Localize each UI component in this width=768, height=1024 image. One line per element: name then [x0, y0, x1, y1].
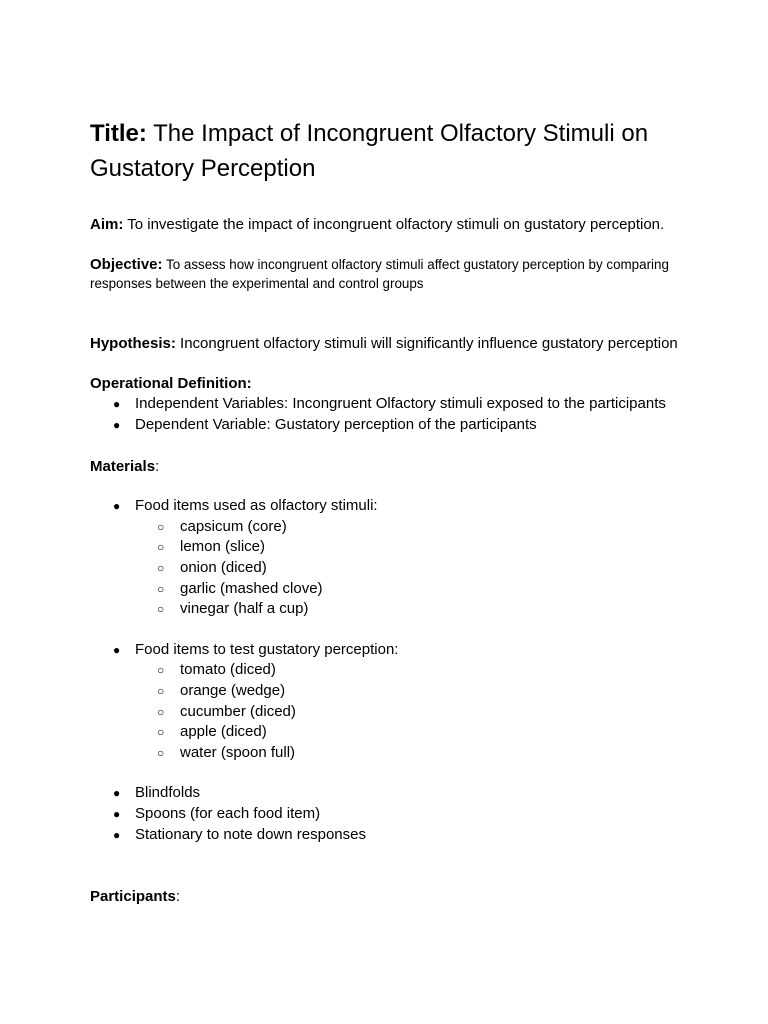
list-item: [90, 415, 690, 436]
participants-label: Participants: [90, 888, 176, 906]
bullet-icon: ●: [113, 499, 121, 514]
materials-heading: [90, 456, 690, 477]
list-item: [90, 804, 690, 825]
bullet-icon: ●: [113, 642, 121, 657]
hypothesis-text: Incongruent olfactory stimuli will significantly influence gustatory perception: [175, 335, 678, 352]
list-item-text: Independent Variables: Incongruent Olfactory stimuli exposed to the participants: [135, 395, 666, 412]
hollow-bullet-icon: ○: [157, 683, 165, 698]
list-item: [135, 681, 690, 702]
bullet-icon: ●: [113, 786, 121, 801]
participants-suffix: :: [175, 888, 181, 906]
title-text: The Impact of Incongruent Olfactory Stimuli on Gustatory Perception: [90, 120, 649, 182]
list-item-text: lemon (slice): [180, 538, 266, 556]
list-item-text: orange (wedge): [180, 681, 286, 699]
list-item-text: water (spoon full): [180, 743, 296, 761]
list-item-text: vinegar (half a cup): [180, 600, 309, 618]
hollow-bullet-icon: ○: [157, 540, 165, 555]
bullet-icon: ●: [113, 397, 121, 411]
materials-label: Materials: [90, 458, 156, 476]
materials-other-list: [90, 783, 690, 845]
hollow-bullet-icon: ○: [157, 602, 165, 617]
objective-text: To assess how incongruent olfactory stimuli affect gustatory perception by comparing responses between the experimental and control groups: [90, 257, 669, 291]
list-item: [90, 496, 690, 620]
list-item: [90, 640, 690, 764]
hollow-bullet-icon: ○: [157, 745, 165, 760]
hollow-bullet-icon: ○: [157, 725, 165, 740]
list-item: [135, 660, 690, 681]
bullet-icon: ●: [113, 806, 121, 821]
gustatory-items-list: [135, 660, 690, 763]
list-item-text: Dependent Variable: Gustatory perception of the participants: [135, 415, 537, 433]
objective-paragraph: [90, 255, 690, 293]
hypothesis-paragraph: [90, 333, 690, 354]
aim-text: To investigate the impact of incongruent olfactory stimuli on gustatory perception.: [123, 216, 665, 233]
hypothesis-label: Hypothesis:: [90, 335, 176, 352]
list-item-text: cucumber (diced): [180, 702, 296, 720]
list-item-text: apple (diced): [180, 723, 267, 741]
operational-definition-heading: [90, 373, 690, 394]
list-item-text: capsicum (core): [180, 517, 287, 535]
list-item: [90, 394, 690, 415]
materials-gustatory-list: [90, 640, 690, 764]
list-item-text: Stationary to note down responses: [135, 825, 366, 843]
list-item: [90, 825, 690, 846]
list-item-text: onion (diced): [180, 558, 267, 576]
list-item-text: tomato (diced): [180, 661, 276, 679]
bullet-icon: ●: [113, 827, 121, 842]
materials-olfactory-list: [90, 496, 690, 620]
hollow-bullet-icon: ○: [157, 581, 165, 596]
aim-paragraph: [90, 214, 690, 235]
list-item: [90, 783, 690, 804]
hollow-bullet-icon: ○: [157, 663, 165, 678]
hollow-bullet-icon: ○: [157, 560, 165, 575]
hollow-bullet-icon: ○: [157, 704, 165, 719]
operational-definition-list: [90, 394, 690, 435]
list-item: [135, 517, 690, 538]
hollow-bullet-icon: ○: [157, 519, 165, 534]
list-item: [135, 579, 690, 600]
olfactory-items-list: [135, 517, 690, 620]
list-item-text: Blindfolds: [135, 784, 201, 802]
list-item: [135, 558, 690, 579]
list-item-text: Spoons (for each food item): [135, 804, 321, 822]
list-item: [135, 722, 690, 743]
aim-label: Aim:: [90, 216, 124, 233]
list-item-text: Food items to test gustatory perception:: [135, 640, 399, 658]
list-item: [135, 702, 690, 723]
materials-suffix: :: [155, 458, 160, 476]
bullet-icon: ●: [113, 417, 121, 432]
list-item: [135, 599, 690, 620]
document-title: [90, 116, 690, 186]
list-item: [135, 537, 690, 558]
participants-heading: [90, 886, 690, 907]
title-label: Title:: [90, 120, 147, 147]
list-item-text: garlic (mashed clove): [180, 579, 323, 597]
list-item-text: Food items used as olfactory stimuli:: [135, 497, 378, 515]
document-page: [90, 116, 690, 907]
list-item: [135, 743, 690, 764]
objective-label: Objective:: [90, 256, 163, 273]
operational-definition-label: Operational Definition:: [90, 375, 252, 392]
